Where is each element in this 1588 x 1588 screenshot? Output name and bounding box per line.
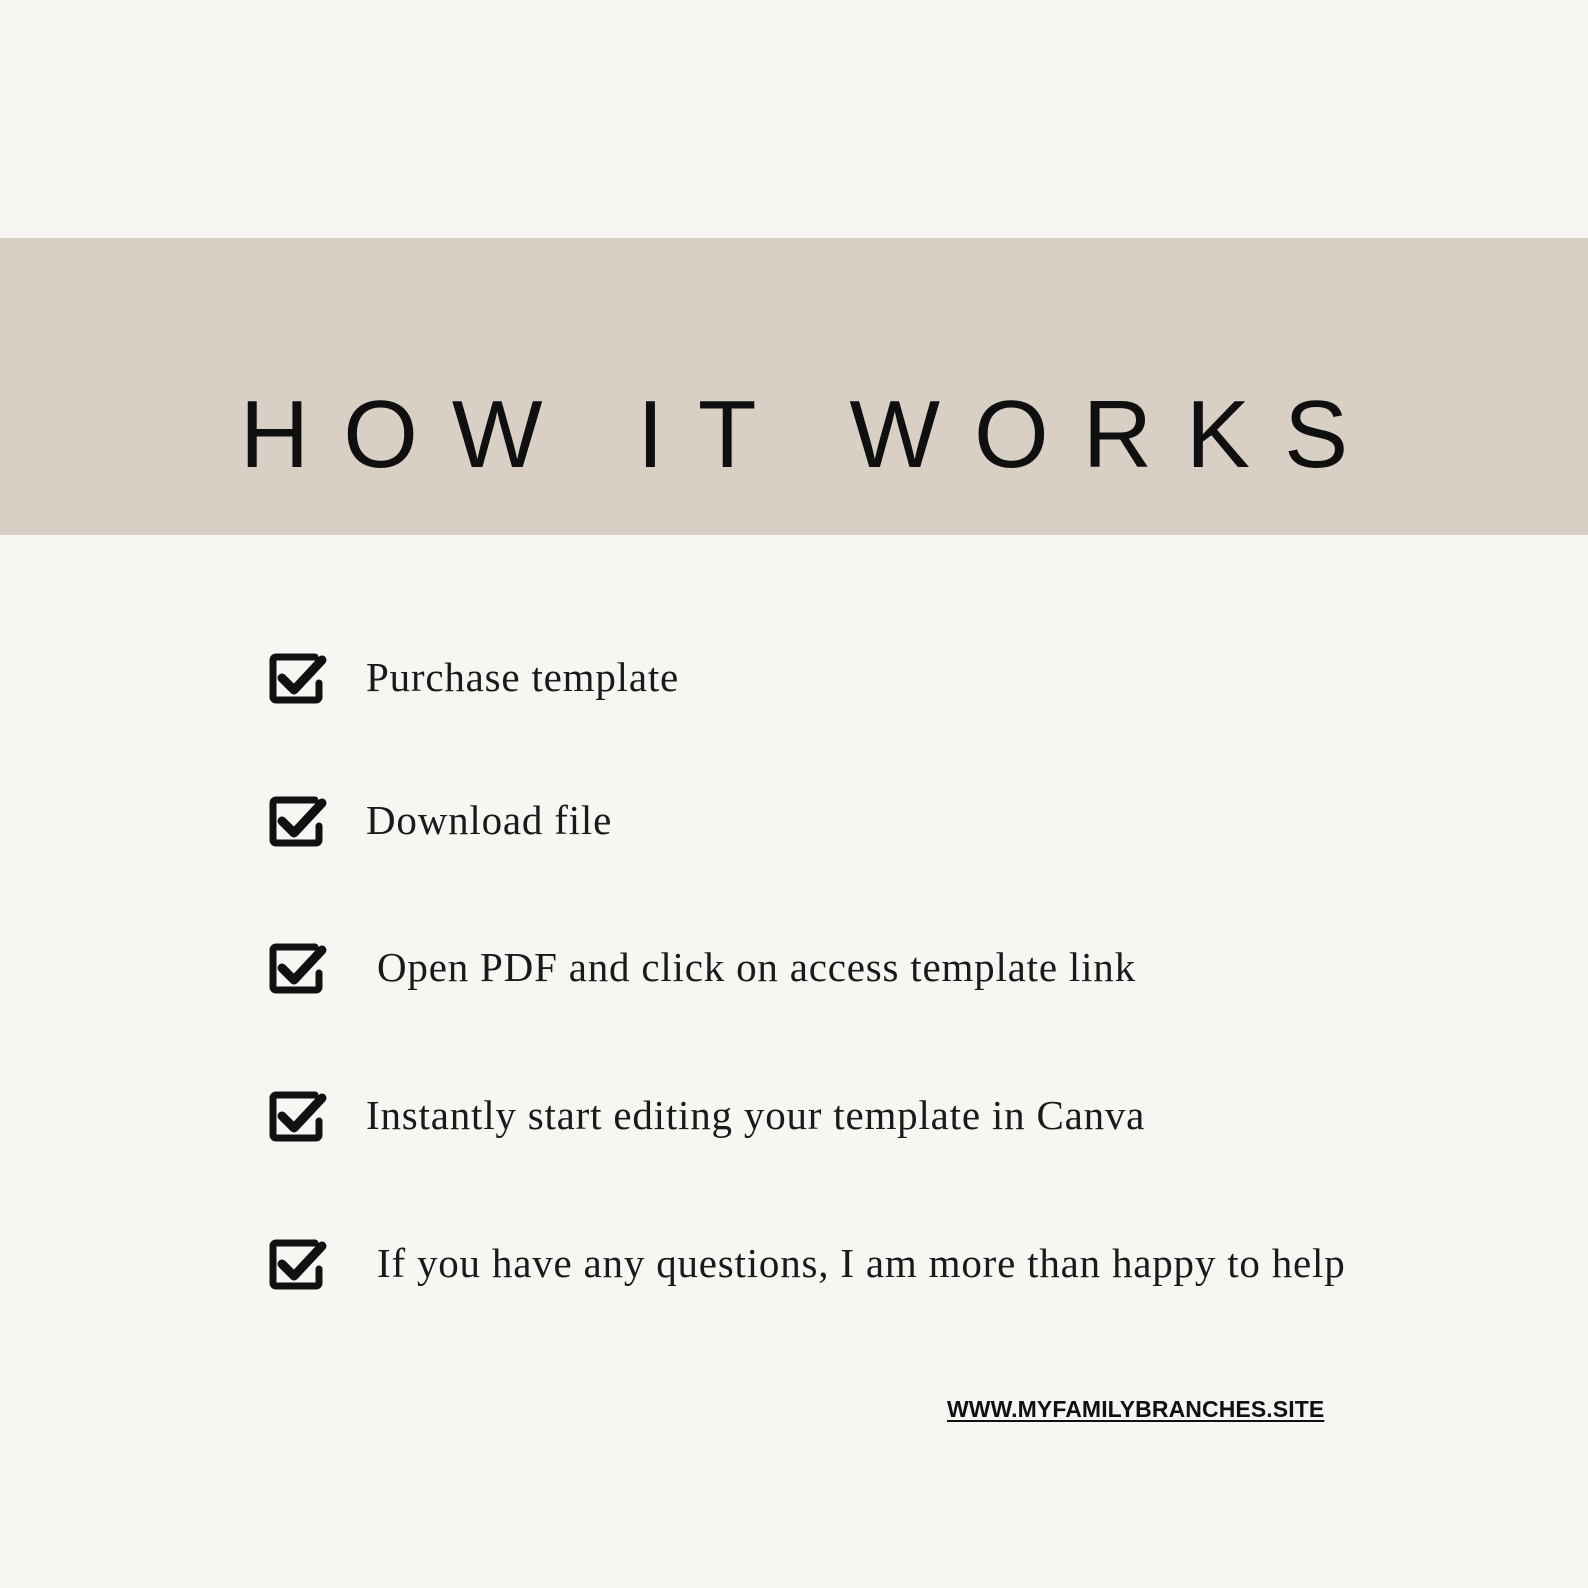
step-4-label: Instantly start editing your template in Canva bbox=[366, 1092, 1146, 1138]
step-2-label: Download file bbox=[366, 797, 613, 843]
website-link[interactable]: WWW.MYFAMILYBRANCHES.SITE bbox=[947, 1396, 1325, 1422]
step-2 bbox=[268, 788, 612, 852]
step-1 bbox=[268, 645, 679, 709]
checkbox-checked-icon bbox=[268, 647, 328, 707]
step-5 bbox=[268, 1231, 1346, 1295]
page-title: HOW IT WORKS bbox=[239, 381, 1383, 488]
checkbox-checked-icon bbox=[268, 937, 328, 997]
checkbox-checked-icon bbox=[268, 1085, 328, 1145]
step-1-label: Purchase template bbox=[366, 654, 680, 700]
step-3 bbox=[268, 935, 1136, 999]
checkbox-checked-icon bbox=[268, 1233, 328, 1293]
step-5-label: If you have any questions, I am more than happy to help bbox=[377, 1240, 1346, 1286]
step-3-label: Open PDF and click on access template link bbox=[377, 944, 1136, 990]
step-4 bbox=[268, 1083, 1145, 1147]
checkbox-checked-icon bbox=[268, 790, 328, 850]
